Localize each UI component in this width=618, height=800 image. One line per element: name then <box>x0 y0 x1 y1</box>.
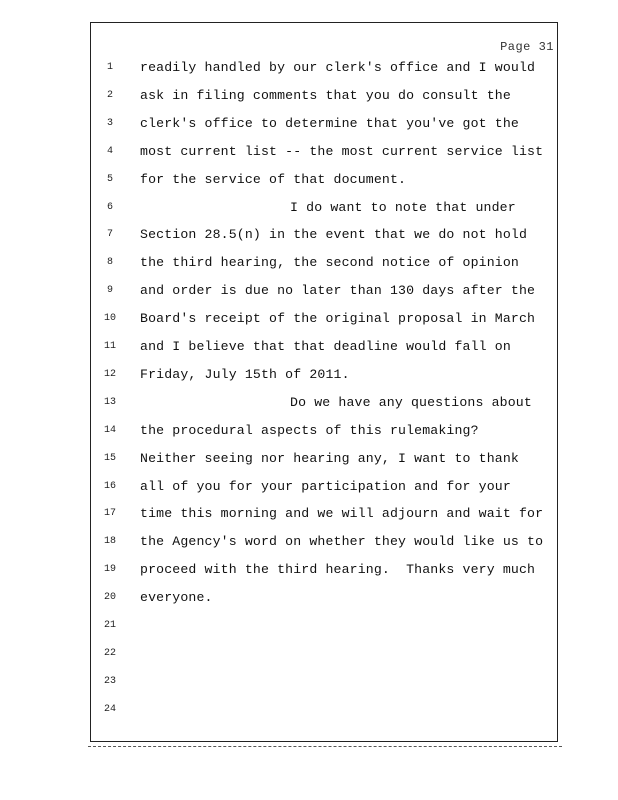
transcript-line: Do we have any questions about <box>290 394 532 410</box>
transcript-line: for the service of that document. <box>140 171 407 187</box>
line-number: 24 <box>103 703 116 715</box>
line-number: 3 <box>106 117 113 129</box>
line-number: 18 <box>103 536 116 548</box>
line-number: 8 <box>106 257 113 269</box>
line-number: 1 <box>106 62 113 73</box>
transcript-line: Neither seeing nor hearing any, I want to thank <box>140 450 519 466</box>
line-number: 6 <box>106 201 113 213</box>
transcript-line: the Agency's word on whether they would like us to <box>140 534 544 550</box>
line-number: 13 <box>103 396 116 408</box>
transcript-line: proceed with the third hearing. Thanks very much <box>140 562 536 578</box>
transcript-line: the procedural aspects of this rulemaking? <box>140 422 479 438</box>
line-number: 7 <box>106 229 113 241</box>
transcript-line: and I believe that that deadline would fall on <box>140 339 511 354</box>
transcript-line: everyone. <box>140 590 213 606</box>
line-number: 2 <box>106 89 113 101</box>
transcript-line: ask in filing comments that you do consult the <box>140 87 511 103</box>
line-number: 5 <box>106 173 113 185</box>
transcript-line: clerk's office to determine that you've got the <box>140 115 519 131</box>
line-number: 14 <box>103 424 116 436</box>
line-number: 10 <box>103 313 116 325</box>
line-number: 12 <box>103 368 116 380</box>
line-number: 19 <box>103 564 116 576</box>
page-bottom-rule <box>88 746 562 747</box>
line-number: 17 <box>103 508 116 520</box>
line-number: 20 <box>103 592 116 604</box>
transcript-line: Friday, July 15th of 2011. <box>140 366 350 382</box>
transcript-line: readily handled by our clerk's office and I would <box>140 60 536 75</box>
line-number: 22 <box>103 647 116 659</box>
line-number: 9 <box>106 285 113 297</box>
line-number: 21 <box>103 620 116 631</box>
line-number: 23 <box>103 675 116 687</box>
line-number: 16 <box>103 480 116 492</box>
transcript-line: and order is due no later than 130 days after the <box>140 283 536 299</box>
transcript-line: most current list -- the most current service list <box>140 143 544 159</box>
transcript-line: time this morning and we will adjourn and wait for <box>140 506 544 522</box>
transcript-line: Board's receipt of the original proposal in March <box>140 311 536 327</box>
page-number: Page 31 <box>500 40 554 54</box>
transcript-line: I do want to note that under <box>290 199 516 215</box>
transcript-line: Section 28.5(n) in the event that we do not hold <box>140 227 528 243</box>
transcript-line: all of you for your participation and for your <box>140 478 511 494</box>
line-number: 11 <box>103 341 116 352</box>
line-number: 4 <box>106 145 113 157</box>
transcript-line: the third hearing, the second notice of opinion <box>140 255 519 271</box>
line-number: 15 <box>103 452 116 464</box>
